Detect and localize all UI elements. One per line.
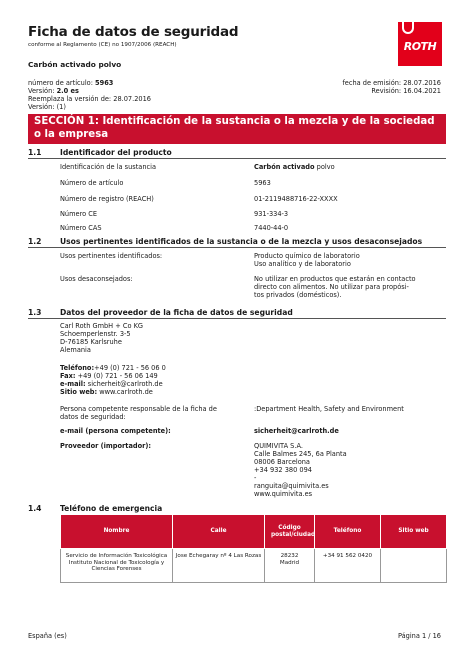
divider (28, 247, 446, 248)
subsection-1-2-heading: 1.2 Usos pertinentes identificados de la sustancia o de la mezcla y usos desaconsejados (28, 237, 423, 246)
discouraged-uses-label: Usos desaconsejados: (60, 275, 133, 283)
competent-email-label: e-mail (persona competente): (60, 427, 171, 435)
footer-country: España (es) (28, 632, 67, 640)
competent-email-value: sicherheit@carlroth.de (254, 427, 339, 435)
product-name: Carbón activado polvo (28, 60, 122, 69)
logo-flask-icon (402, 22, 414, 34)
supplier-line: www.quimivita.es (254, 490, 313, 498)
competent-person-value: :Department Health, Safety and Environment (254, 405, 404, 413)
company-email: e-mail: sicherheit@carlroth.de (60, 380, 163, 388)
version: Versión: 2.0 es (28, 87, 79, 95)
table-header-row (61, 515, 447, 549)
identified-uses-value-1: Producto químico de laboratorio (254, 252, 360, 260)
article-number-value: 5963 (254, 179, 271, 187)
ec-number-label: Número CE (60, 210, 98, 218)
cas-number-value: 7440-44-0 (254, 224, 289, 232)
issue-date: fecha de emisión: 28.07.2016 (342, 79, 441, 87)
substance-id-label: Identificación de la sustancia (60, 163, 157, 171)
subsection-1-3-heading: 1.3 Datos del proveedor de la ficha de datos de seguridad (28, 308, 293, 317)
column-header-website: Sitio web (381, 515, 447, 549)
company-fax: Fax: +49 (0) 721 - 56 06 149 (60, 372, 158, 380)
subsection-1-4-heading: 1.4 Teléfono de emergencia (28, 504, 163, 513)
section-1-banner: SECCIÓN 1: Identificación de la sustancia o la mezcla y de la sociedad o la empresa (28, 114, 446, 144)
article-number: número de artículo: 5963 (28, 79, 114, 87)
cell-street: Jose Echegaray nº 4 Las Rozas (173, 549, 265, 583)
logo-text: ROTH (403, 40, 437, 53)
company-street: Schoemperlenstr. 3-5 (60, 330, 131, 338)
column-header-name: Nombre (61, 515, 173, 549)
document-title: Ficha de datos de seguridad (28, 24, 239, 40)
column-header-postal: Código postal/ciudad (265, 515, 315, 549)
column-header-phone: Teléfono (315, 515, 381, 549)
company-city: D-76185 Karlsruhe (60, 338, 122, 346)
ec-number-value: 931-334-3 (254, 210, 289, 218)
supplier-line: - (254, 474, 257, 482)
company-name: Carl Roth GmbH + Co KG (60, 322, 144, 330)
revision-date: Revisión: 16.04.2021 (371, 87, 441, 95)
cell-name: Servicio de Información Toxicológica Instituto Nacional de Toxicología y Ciencias Forenses (61, 549, 173, 583)
competent-person-label-1: Persona competente responsable de la ficha de (60, 405, 217, 413)
supplier-label: Proveedor (importador): (60, 442, 152, 450)
substance-id-value: Carbón activado polvo (254, 163, 335, 171)
subsection-1-1-heading: 1.1 Identificador del producto (28, 148, 172, 157)
column-header-street: Calle (173, 515, 265, 549)
cell-postal: 28232 Madrid (265, 549, 315, 583)
cell-website (381, 549, 447, 583)
company-country: Alemania (60, 346, 91, 354)
competent-person-label-2: datos de seguridad: (60, 413, 126, 421)
reach-number-value: 01-2119488716-22-XXXX (254, 195, 338, 203)
emergency-phone-table (60, 514, 447, 583)
supplier-line: ranguita@quimivita.es (254, 482, 329, 490)
cell-phone: +34 91 562 0420 (315, 549, 381, 583)
version-number: Versión: (1) (28, 103, 66, 111)
divider (28, 318, 446, 319)
supplier-line: Calle Balmes 245, 6a Planta (254, 450, 347, 458)
supplier-line: +34 932 380 094 (254, 466, 312, 474)
replaces-version: Reemplaza la versión de: 28.07.2016 (28, 95, 152, 103)
discouraged-uses-value-3: tos privados (domésticos). (254, 291, 342, 299)
reach-number-label: Número de registro (REACH) (60, 195, 154, 203)
cas-number-label: Número CAS (60, 224, 102, 232)
identified-uses-label: Usos pertinentes identificados: (60, 252, 163, 260)
identified-uses-value-2: Uso analítico y de laboratorio (254, 260, 351, 268)
discouraged-uses-value-2: directo con alimentos. No utilizar para propósi- (254, 283, 409, 291)
company-website: Sitio web: www.carlroth.de (60, 388, 153, 396)
conformity-note: conforme al Reglamento (CE) no 1907/2006 (REACH) (28, 42, 177, 48)
company-phone: Teléfono:+49 (0) 721 - 56 06 0 (60, 364, 166, 372)
table-row (61, 549, 447, 583)
footer-page-number: Página 1 / 16 (397, 632, 441, 640)
supplier-line: 08006 Barcelona (254, 458, 310, 466)
divider (28, 158, 446, 159)
roth-logo (398, 22, 442, 66)
article-number-label: Número de artículo (60, 179, 124, 187)
supplier-line: QUIMIVITA S.A. (254, 442, 303, 450)
discouraged-uses-value-1: No utilizar en productos que estarán en contacto (254, 275, 416, 283)
